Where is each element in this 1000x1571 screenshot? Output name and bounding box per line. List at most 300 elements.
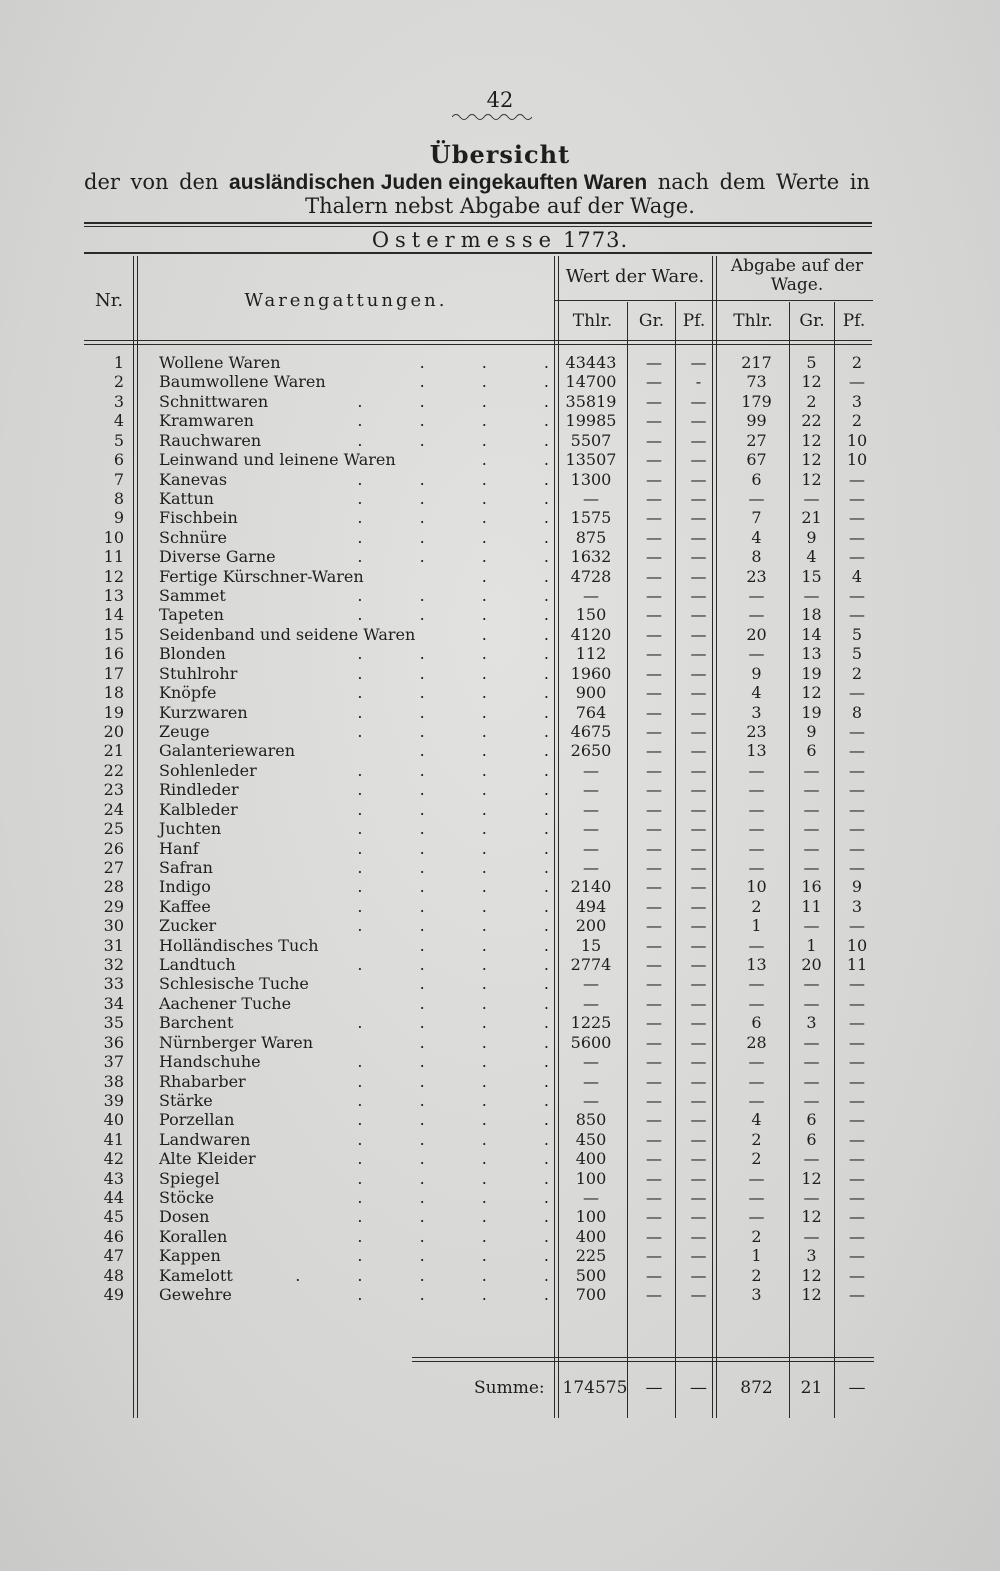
value-gr: — <box>646 411 662 431</box>
table-row <box>84 1072 874 1092</box>
value-pf: — <box>690 721 707 741</box>
value-gr: — <box>646 391 662 411</box>
value-pf: — <box>690 663 707 683</box>
row-number: 37 <box>103 1052 124 1072</box>
table-row <box>84 625 874 645</box>
value-gr: — <box>646 353 662 372</box>
value-gr: — <box>646 547 662 567</box>
value-gr: — <box>646 838 662 858</box>
value-gr: — <box>646 527 662 547</box>
tax-thlr: 2 <box>751 1226 762 1246</box>
row-number: 39 <box>103 1090 124 1110</box>
subtitle-word: dem <box>719 170 766 194</box>
leader-dots: . . . . <box>357 721 549 741</box>
table-row <box>84 800 874 820</box>
value-pf: — <box>690 469 707 489</box>
tax-pf: 10 <box>846 430 868 450</box>
value-pf: — <box>690 955 707 975</box>
header-nr: Nr. <box>94 290 124 311</box>
row-number: 41 <box>103 1129 124 1149</box>
goods-name: Leinwand und leinene Waren <box>159 450 396 470</box>
row-number: 45 <box>103 1207 124 1227</box>
value-thlr: 4728 <box>570 566 612 586</box>
goods-name: Juchten <box>159 819 222 839</box>
table-row <box>84 1246 874 1266</box>
subtitle-bold: ausländischen Juden eingekauften Waren <box>229 171 648 194</box>
value-gr: — <box>646 1129 662 1149</box>
leader-dots: . . . <box>419 741 549 761</box>
row-number: 35 <box>103 1013 124 1033</box>
row-number: 7 <box>113 469 124 489</box>
row-number: 32 <box>103 955 124 975</box>
value-pf: — <box>690 974 707 994</box>
subtitle-word: nach <box>657 170 710 194</box>
row-number: 21 <box>103 741 124 761</box>
value-pf: — <box>690 450 707 470</box>
leader-dots: . . . . <box>357 1246 549 1266</box>
row-number: 17 <box>103 663 124 683</box>
tax-pf: — <box>849 1285 865 1305</box>
tax-pf: — <box>849 1149 865 1169</box>
value-thlr: 5507 <box>570 430 612 450</box>
value-thlr: — <box>583 799 599 819</box>
row-number: 29 <box>103 896 124 916</box>
table-row <box>84 431 874 451</box>
value-thlr: — <box>583 838 599 858</box>
table-row <box>84 1207 874 1227</box>
tax-thlr: 179 <box>741 391 772 411</box>
subtitle-word: den <box>179 170 219 194</box>
leader-dots: . . . . <box>357 1071 549 1091</box>
leader-dots: . . . . <box>357 605 549 625</box>
row-number: 24 <box>103 799 124 819</box>
tax-pf: 2 <box>851 353 863 372</box>
leader-dots: . . . . <box>357 1090 549 1110</box>
group-header-rule <box>555 300 873 301</box>
goods-name: Landwaren <box>159 1129 251 1149</box>
table-row <box>84 1130 874 1150</box>
tax-pf: — <box>849 1110 865 1130</box>
leader-dots: . . . . <box>357 586 549 606</box>
table-header-rule <box>84 344 872 345</box>
table-row <box>84 683 874 703</box>
value-pf: — <box>690 993 707 1013</box>
value-pf: — <box>690 586 707 606</box>
table-row <box>84 936 874 956</box>
value-thlr: 875 <box>575 527 607 547</box>
tax-pf: — <box>849 721 865 741</box>
tax-thlr: 99 <box>746 411 767 431</box>
tax-thlr: 27 <box>746 430 767 450</box>
tax-thlr: 23 <box>746 566 767 586</box>
value-thlr: 150 <box>575 605 607 625</box>
table-row <box>84 1052 874 1072</box>
value-pf: — <box>690 1168 707 1188</box>
tax-pf: — <box>849 741 865 761</box>
sum-thlr: 174575 <box>562 1378 628 1398</box>
tax-gr: 9 <box>806 721 817 741</box>
tax-pf: 8 <box>851 702 863 722</box>
row-number: 30 <box>103 916 124 936</box>
leader-dots: . . . . <box>357 1207 549 1227</box>
value-thlr: — <box>583 780 599 800</box>
row-number: 26 <box>103 838 124 858</box>
ornament-squiggle <box>452 112 532 122</box>
leader-dots: . . . . <box>357 760 549 780</box>
value-gr: — <box>646 1052 662 1072</box>
table-top-rule <box>84 252 872 254</box>
header-thlr: Thlr. <box>572 311 613 331</box>
value-pf: — <box>690 935 707 955</box>
subtitle-word: in <box>849 170 870 194</box>
table-row <box>84 411 874 431</box>
tax-gr: 2 <box>806 391 817 411</box>
table-row <box>84 819 874 839</box>
goods-name: Korallen <box>159 1226 228 1246</box>
goods-name: Wollene Waren <box>159 353 281 372</box>
value-gr: — <box>646 877 662 897</box>
value-thlr: 1575 <box>570 508 612 528</box>
value-gr: — <box>646 566 662 586</box>
tax-thlr: — <box>748 993 765 1013</box>
table-row <box>84 858 874 878</box>
table-row <box>84 392 874 412</box>
value-pf: — <box>690 1071 707 1091</box>
value-pf: — <box>690 547 707 567</box>
value-gr: — <box>646 1149 662 1169</box>
sum-label: Summe: <box>474 1378 545 1398</box>
table-row <box>84 780 874 800</box>
tax-thlr: 4 <box>751 683 762 703</box>
value-pf: — <box>690 1188 707 1208</box>
tax-pf: 3 <box>851 896 863 916</box>
value-pf: — <box>690 411 707 431</box>
value-gr: — <box>646 605 662 625</box>
sum-pf: — <box>690 1378 707 1398</box>
tax-gr: 12 <box>801 1265 822 1285</box>
leader-dots: . . . . <box>357 391 549 411</box>
value-gr: — <box>646 935 662 955</box>
row-number: 10 <box>103 527 124 547</box>
tax-thlr: 6 <box>751 469 762 489</box>
tax-pf: — <box>849 1246 865 1266</box>
value-thlr: 2650 <box>570 741 612 761</box>
leader-dots: . . . . <box>357 430 549 450</box>
table-row <box>84 1169 874 1189</box>
leader-dots: . . . . <box>357 1013 549 1033</box>
value-gr: — <box>646 1090 662 1110</box>
row-number: 14 <box>103 605 124 625</box>
value-pf: — <box>690 741 707 761</box>
table-row <box>84 1188 874 1208</box>
row-number: 36 <box>103 1032 124 1052</box>
tax-pf: — <box>849 916 865 936</box>
value-thlr: — <box>583 1052 599 1072</box>
row-number: 27 <box>103 857 124 877</box>
fair-year: 1773. <box>563 228 629 252</box>
row-number: 22 <box>103 760 124 780</box>
tax-pf: 2 <box>851 411 863 431</box>
value-thlr: 4675 <box>570 721 612 741</box>
row-number: 13 <box>103 586 124 606</box>
tax-pf: 5 <box>851 644 863 664</box>
value-thlr: 1225 <box>570 1013 612 1033</box>
value-gr: — <box>646 586 662 606</box>
value-thlr: 494 <box>575 896 607 916</box>
goods-name: Stöcke <box>159 1188 215 1208</box>
table-row <box>84 722 874 742</box>
goods-name: Spiegel <box>159 1168 220 1188</box>
row-number: 12 <box>103 566 124 586</box>
leader-dots: . . . . <box>357 1168 549 1188</box>
goods-name: Alte Kleider <box>159 1149 256 1169</box>
tax-thlr: 3 <box>751 702 762 722</box>
tax-gr: — <box>803 993 820 1013</box>
value-pf: — <box>690 488 707 508</box>
tax-pf: — <box>849 760 865 780</box>
value-thlr: 19985 <box>565 411 617 431</box>
divider-rule <box>84 226 872 227</box>
row-number: 40 <box>103 1110 124 1130</box>
leader-dots: . . <box>481 450 549 470</box>
tax-thlr: — <box>748 974 765 994</box>
row-number: 3 <box>113 391 124 411</box>
goods-name: Blonden <box>159 644 226 664</box>
tax-gr: — <box>803 1052 820 1072</box>
goods-name: Landtuch <box>159 955 236 975</box>
value-thlr: — <box>583 1188 599 1208</box>
tax-gr: 6 <box>806 1129 817 1149</box>
row-number: 23 <box>103 780 124 800</box>
tax-thlr: 2 <box>751 896 762 916</box>
table-row <box>84 1285 874 1305</box>
leader-dots: . . . <box>419 1032 549 1052</box>
value-pf: — <box>690 624 707 644</box>
leader-dots: . . . . <box>357 1052 549 1072</box>
leader-dots: . . . . <box>357 1110 549 1130</box>
value-gr: — <box>646 663 662 683</box>
tax-pf: 4 <box>851 566 863 586</box>
value-pf: — <box>690 1013 707 1033</box>
tax-gr: 12 <box>801 469 822 489</box>
tax-gr: — <box>803 857 820 877</box>
table-row <box>84 489 874 509</box>
row-number: 18 <box>103 683 124 703</box>
tax-pf: 3 <box>851 391 863 411</box>
tax-gr: — <box>803 488 820 508</box>
tax-gr: 16 <box>801 877 822 897</box>
tax-thlr: — <box>748 857 765 877</box>
value-gr: — <box>646 1207 662 1227</box>
header-tax-group: Abgabe auf der Wage. <box>730 256 864 295</box>
goods-name: Rindleder <box>159 780 239 800</box>
row-number: 49 <box>103 1285 124 1305</box>
leader-dots: . . . . <box>357 1129 549 1149</box>
table-row <box>84 1091 874 1111</box>
value-pf: — <box>690 799 707 819</box>
leader-dots: . . . . <box>357 488 549 508</box>
value-thlr: — <box>583 857 599 877</box>
value-gr: — <box>646 1110 662 1130</box>
table-row <box>84 741 874 761</box>
table-row <box>84 1013 874 1033</box>
goods-name: Gewehre <box>159 1285 232 1305</box>
value-thlr: 500 <box>575 1265 607 1285</box>
value-gr: — <box>646 1285 662 1305</box>
value-gr: — <box>646 819 662 839</box>
tax-gr: 12 <box>801 372 822 392</box>
value-thlr: 2140 <box>570 877 612 897</box>
goods-name: Aachener Tuche <box>159 993 292 1013</box>
tax-pf: 10 <box>846 450 868 470</box>
leader-dots: . . . . <box>357 469 549 489</box>
tax-thlr: 28 <box>746 1032 767 1052</box>
goods-name: Stärke <box>159 1090 213 1110</box>
fair-heading <box>0 228 1000 252</box>
value-pf: — <box>690 916 707 936</box>
goods-name: Rhabarber <box>159 1071 246 1091</box>
header-goods: Warengattungen. <box>244 290 448 311</box>
value-thlr: — <box>583 760 599 780</box>
goods-name: Barchent <box>159 1013 234 1033</box>
tax-thlr: — <box>748 838 765 858</box>
leader-dots: . . . . <box>357 799 549 819</box>
value-thlr: 14700 <box>565 372 617 392</box>
tax-pf: 2 <box>851 663 863 683</box>
value-pf: — <box>690 1129 707 1149</box>
value-pf: — <box>690 605 707 625</box>
row-number: 25 <box>103 819 124 839</box>
goods-name: Fertige Kürschner-Waren <box>159 566 364 586</box>
goods-name: Handschuhe <box>159 1052 261 1072</box>
value-pf: — <box>690 353 707 372</box>
tax-thlr: — <box>748 1052 765 1072</box>
goods-name: Kaffee <box>159 896 211 916</box>
tax-thlr: — <box>748 819 765 839</box>
tax-thlr: 13 <box>746 955 767 975</box>
leader-dots: . . . . <box>357 857 549 877</box>
row-number: 15 <box>103 624 124 644</box>
tax-thlr: 6 <box>751 1013 762 1033</box>
tax-gr: 9 <box>806 527 817 547</box>
tax-gr: — <box>803 1032 820 1052</box>
table-row <box>84 1149 874 1169</box>
tax-thlr: — <box>748 1207 765 1227</box>
tax-gr: — <box>803 780 820 800</box>
tax-pf: — <box>849 993 865 1013</box>
value-gr: — <box>646 488 662 508</box>
table-row <box>84 897 874 917</box>
value-gr: — <box>646 702 662 722</box>
row-number: 8 <box>113 488 124 508</box>
value-gr: — <box>646 1032 662 1052</box>
goods-name: Stuhlrohr <box>159 663 238 683</box>
leader-dots: . . <box>481 624 549 644</box>
value-thlr: 225 <box>575 1246 607 1266</box>
tax-gr: 11 <box>801 896 822 916</box>
value-pf: — <box>690 1265 707 1285</box>
tax-pf: — <box>849 605 865 625</box>
leader-dots: . . . . <box>357 896 549 916</box>
header-pf: Pf. <box>682 311 706 331</box>
goods-name: Kramwaren <box>159 411 254 431</box>
tax-pf: — <box>849 527 865 547</box>
tax-gr: — <box>803 1149 820 1169</box>
tax-thlr: — <box>748 1168 765 1188</box>
tax-thlr: 3 <box>751 1285 762 1305</box>
tax-thlr: 2 <box>751 1129 762 1149</box>
leader-dots: . . . . <box>357 547 549 567</box>
value-thlr: — <box>583 488 599 508</box>
value-thlr: 1960 <box>570 663 612 683</box>
tax-gr: — <box>803 1090 820 1110</box>
row-number: 9 <box>113 508 124 528</box>
value-pf: — <box>690 1285 707 1305</box>
table-row <box>84 528 874 548</box>
table-row <box>84 994 874 1014</box>
tax-gr: 20 <box>801 955 822 975</box>
value-gr: — <box>646 916 662 936</box>
tax-pf: — <box>849 1168 865 1188</box>
tax-pf: — <box>849 372 865 392</box>
value-thlr: 200 <box>575 916 607 936</box>
value-thlr: 15 <box>580 935 602 955</box>
tax-gr: 12 <box>801 1285 822 1305</box>
value-pf: — <box>690 819 707 839</box>
tax-gr: — <box>803 799 820 819</box>
value-thlr: — <box>583 993 599 1013</box>
tax-gr: 19 <box>801 663 822 683</box>
tax-gr: — <box>803 1188 820 1208</box>
sum-tax-thlr: 872 <box>740 1378 773 1398</box>
value-pf: — <box>690 877 707 897</box>
page-title: Übersicht <box>429 140 571 169</box>
row-number: 19 <box>103 702 124 722</box>
goods-name: Kalbleder <box>159 799 238 819</box>
table-row <box>84 644 874 664</box>
divider-rule <box>84 222 872 224</box>
row-number: 28 <box>103 877 124 897</box>
value-thlr: 450 <box>575 1129 607 1149</box>
tax-pf: — <box>849 683 865 703</box>
tax-pf: 9 <box>851 877 863 897</box>
tax-gr: 4 <box>806 547 817 567</box>
sum-tax-gr: 21 <box>800 1378 823 1398</box>
row-number: 11 <box>103 547 124 567</box>
row-number: 38 <box>103 1071 124 1091</box>
leader-dots: . . . <box>419 974 549 994</box>
tax-pf: 11 <box>846 955 868 975</box>
table-row <box>84 916 874 936</box>
goods-name: Sammet <box>159 586 226 606</box>
value-gr: — <box>646 896 662 916</box>
value-pf: — <box>690 1052 707 1072</box>
value-thlr: — <box>583 1071 599 1091</box>
table-row <box>84 470 874 490</box>
goods-name: Dosen <box>159 1207 210 1227</box>
value-pf: — <box>690 702 707 722</box>
fair-name: Ostermesse <box>371 228 558 252</box>
value-pf: — <box>690 527 707 547</box>
tax-thlr: 217 <box>741 353 772 372</box>
tax-pf: — <box>849 780 865 800</box>
tax-gr: 19 <box>801 702 822 722</box>
value-pf: — <box>690 760 707 780</box>
goods-name: Seidenband und seidene Waren <box>159 624 416 644</box>
table-row <box>84 761 874 781</box>
leader-dots: . . . <box>419 372 549 392</box>
tax-pf: — <box>849 1226 865 1246</box>
